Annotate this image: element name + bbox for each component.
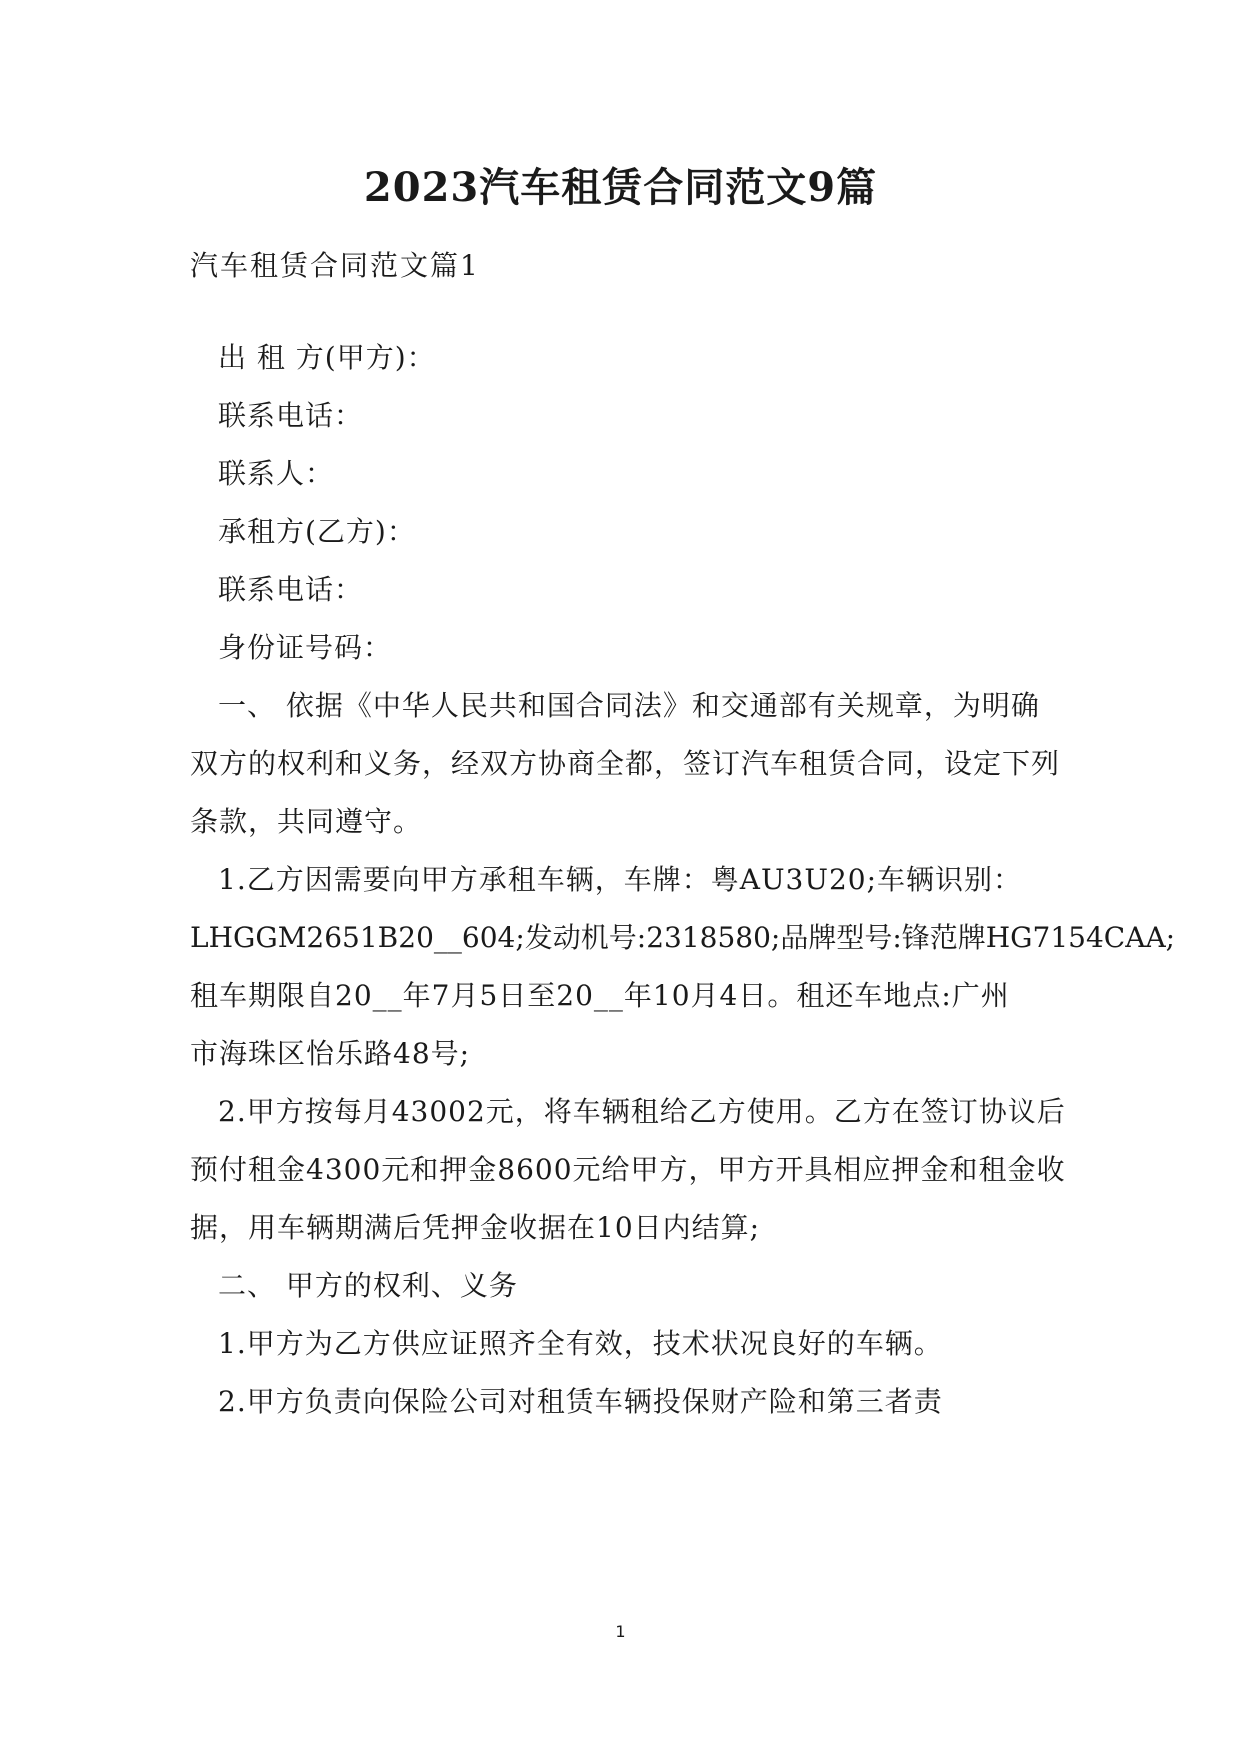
clause-two-item-2: 2.甲方负责向保险公司对租赁车辆投保财产险和第三者责 — [218, 1385, 943, 1418]
page-number: 1 — [615, 1622, 626, 1641]
item-2-line: 据，用车辆期满后凭押金收据在10日内结算; — [190, 1211, 761, 1244]
lessor-phone-label: 联系电话： — [218, 399, 364, 432]
document-title: 2023汽车租赁合同范文9篇 — [363, 164, 878, 211]
clause-one-line: 条款，共同遵守。 — [190, 805, 423, 838]
item-2-line: 2.甲方按每月43002元，将车辆租给乙方使用。乙方在签订协议后 — [218, 1095, 1066, 1128]
item-1-line: LHGGM2651B20__604;发动机号:2318580;品牌型号:锋范牌HG7154CAA; — [190, 921, 1176, 954]
item-1-line: 租车期限自20__年7月5日至20__年10月4日。租还车地点:广州 — [190, 979, 1010, 1012]
lessor-contact-label: 联系人： — [218, 457, 335, 490]
lessee-label: 承租方(乙方)： — [218, 515, 416, 548]
item-2-line: 预付租金4300元和押金8600元给甲方，甲方开具相应押金和租金收 — [190, 1153, 1066, 1186]
section-heading: 汽车租赁合同范文篇1 — [190, 249, 480, 282]
clause-two-item-1: 1.甲方为乙方供应证照齐全有效，技术状况良好的车辆。 — [218, 1327, 943, 1360]
lessor-label: 出 租 方(甲方)： — [218, 341, 436, 374]
lessee-id-label: 身份证号码： — [218, 631, 393, 664]
clause-two-heading: 二、 甲方的权利、义务 — [218, 1269, 518, 1302]
clause-one-line: 一、 依据《中华人民共和国合同法》和交通部有关规章，为明确 — [218, 689, 1040, 722]
item-1-line: 1.乙方因需要向甲方承租车辆，车牌：粤AU3U20;车辆识别： — [218, 863, 1023, 896]
item-1-line: 市海珠区怡乐路48号; — [190, 1037, 471, 1070]
lessee-phone-label: 联系电话： — [218, 573, 364, 606]
clause-one-line: 双方的权利和义务，经双方协商全都，签订汽车租赁合同，设定下列 — [190, 747, 1061, 780]
